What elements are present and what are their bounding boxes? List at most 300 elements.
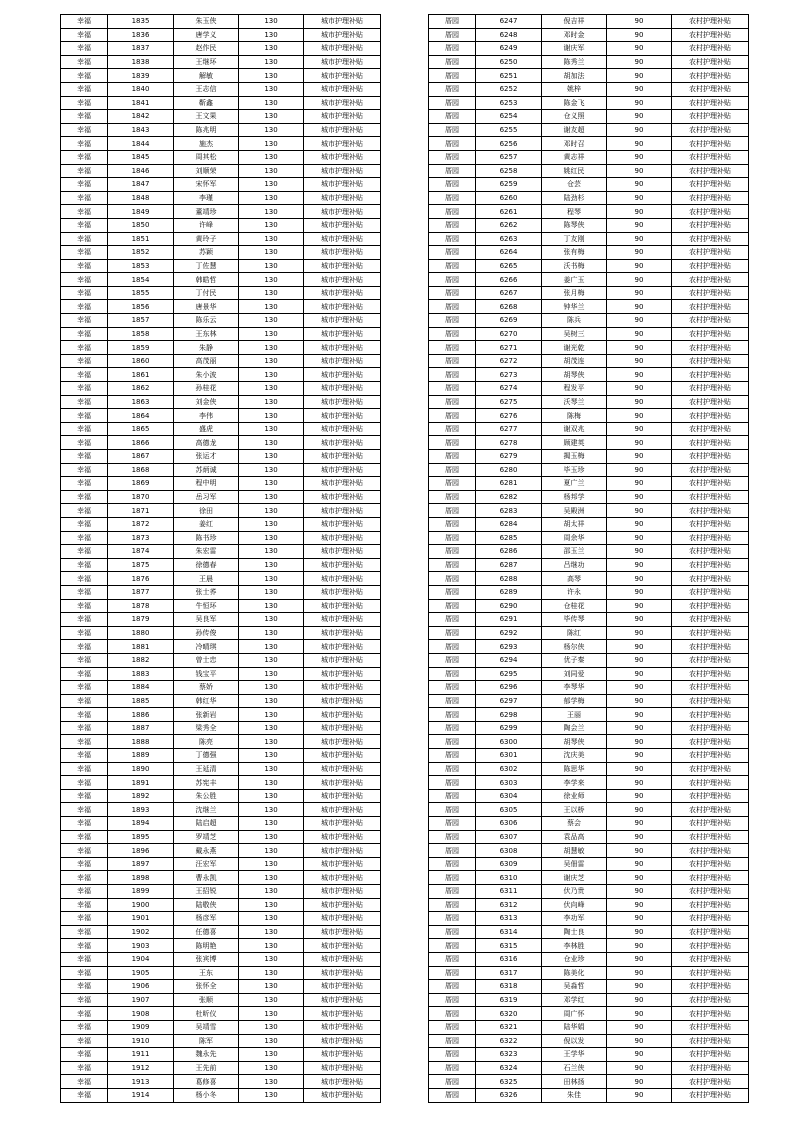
name-cell: 胡琴侠 (542, 368, 607, 382)
subsidy-type-cell: 城市护理补贴 (304, 232, 381, 246)
record-number-cell: 1877 (108, 585, 174, 599)
town-cell: 幸福 (61, 341, 108, 355)
town-cell: 厝园 (429, 354, 476, 368)
name-cell: 唐景华 (174, 300, 239, 314)
amount-cell: 130 (239, 925, 304, 939)
subsidy-type-cell: 农村护理补贴 (672, 1020, 749, 1034)
name-cell: 苏宪丰 (174, 776, 239, 790)
amount-cell: 90 (607, 694, 672, 708)
name-cell: 陈金飞 (542, 96, 607, 110)
amount-cell: 130 (239, 232, 304, 246)
table-row (61, 762, 381, 776)
record-number-cell: 6261 (476, 205, 542, 219)
town-cell: 幸福 (61, 150, 108, 164)
record-number-cell: 6291 (476, 613, 542, 627)
subsidy-type-cell: 农村护理补贴 (672, 653, 749, 667)
amount-cell: 130 (239, 164, 304, 178)
table-row (429, 463, 749, 477)
table-row (61, 300, 381, 314)
name-cell: 邓学红 (542, 993, 607, 1007)
table-row (429, 123, 749, 137)
record-number-cell: 6251 (476, 69, 542, 83)
town-cell: 厝园 (429, 69, 476, 83)
name-cell: 谢光乾 (542, 341, 607, 355)
amount-cell: 130 (239, 178, 304, 192)
table-row (429, 817, 749, 831)
name-cell: 杜昕仪 (174, 1007, 239, 1021)
table-row (61, 42, 381, 56)
record-number-cell: 1844 (108, 137, 174, 151)
table-row (429, 952, 749, 966)
subsidy-type-cell: 城市护理补贴 (304, 681, 381, 695)
amount-cell: 130 (239, 667, 304, 681)
name-cell: 牛恒环 (174, 599, 239, 613)
table-row (61, 1061, 381, 1075)
town-cell: 厝园 (429, 218, 476, 232)
amount-cell: 90 (607, 42, 672, 56)
name-cell: 王丽 (542, 708, 607, 722)
subsidy-type-cell: 农村护理补贴 (672, 1034, 749, 1048)
name-cell: 张运才 (174, 450, 239, 464)
name-cell: 陆劲杉 (542, 191, 607, 205)
table-row (61, 327, 381, 341)
town-cell: 幸福 (61, 354, 108, 368)
record-number-cell: 1839 (108, 69, 174, 83)
subsidy-type-cell: 城市护理补贴 (304, 980, 381, 994)
table-row (61, 1007, 381, 1021)
subsidy-type-cell: 农村护理补贴 (672, 694, 749, 708)
record-number-cell: 6254 (476, 110, 542, 124)
table-row (61, 667, 381, 681)
name-cell: 高茂丽 (174, 354, 239, 368)
name-cell: 陈秀兰 (542, 55, 607, 69)
left-subsidy-table (60, 14, 381, 1103)
table-row (429, 613, 749, 627)
name-cell: 苏炳诚 (174, 463, 239, 477)
record-number-cell: 6255 (476, 123, 542, 137)
record-number-cell: 6281 (476, 477, 542, 491)
subsidy-type-cell: 农村护理补贴 (672, 531, 749, 545)
table-row (61, 341, 381, 355)
subsidy-type-cell: 农村护理补贴 (672, 966, 749, 980)
record-number-cell: 1859 (108, 341, 174, 355)
town-cell: 幸福 (61, 735, 108, 749)
town-cell: 厝园 (429, 613, 476, 627)
record-number-cell: 6275 (476, 395, 542, 409)
amount-cell: 130 (239, 82, 304, 96)
town-cell: 幸福 (61, 952, 108, 966)
subsidy-type-cell: 农村护理补贴 (672, 15, 749, 29)
amount-cell: 90 (607, 844, 672, 858)
table-row (429, 830, 749, 844)
table-row (61, 82, 381, 96)
table-row (429, 667, 749, 681)
town-cell: 幸福 (61, 327, 108, 341)
table-row (61, 531, 381, 545)
table-row (61, 450, 381, 464)
amount-cell: 130 (239, 409, 304, 423)
table-row (61, 789, 381, 803)
subsidy-type-cell: 农村护理补贴 (672, 681, 749, 695)
subsidy-type-cell: 农村护理补贴 (672, 735, 749, 749)
subsidy-type-cell: 农村护理补贴 (672, 395, 749, 409)
table-row (61, 871, 381, 885)
record-number-cell: 6293 (476, 640, 542, 654)
record-number-cell: 1845 (108, 150, 174, 164)
record-number-cell: 1853 (108, 259, 174, 273)
record-number-cell: 6313 (476, 912, 542, 926)
amount-cell: 130 (239, 205, 304, 219)
subsidy-type-cell: 农村护理补贴 (672, 585, 749, 599)
amount-cell: 130 (239, 191, 304, 205)
name-cell: 丁付民 (174, 286, 239, 300)
amount-cell: 130 (239, 735, 304, 749)
town-cell: 幸福 (61, 1020, 108, 1034)
record-number-cell: 6277 (476, 422, 542, 436)
subsidy-type-cell: 城市护理补贴 (304, 218, 381, 232)
name-cell: 胡加法 (542, 69, 607, 83)
table-row (61, 463, 381, 477)
record-number-cell: 6297 (476, 694, 542, 708)
table-row (429, 55, 749, 69)
table-row (429, 925, 749, 939)
name-cell: 盛虎 (174, 422, 239, 436)
subsidy-type-cell: 农村护理补贴 (672, 42, 749, 56)
subsidy-type-cell: 城市护理补贴 (304, 694, 381, 708)
name-cell: 陈琴侠 (542, 218, 607, 232)
name-cell: 张怀全 (174, 980, 239, 994)
subsidy-type-cell: 农村护理补贴 (672, 993, 749, 1007)
record-number-cell: 1870 (108, 490, 174, 504)
town-cell: 厝园 (429, 477, 476, 491)
name-cell: 姚梓 (542, 82, 607, 96)
subsidy-type-cell: 农村护理补贴 (672, 382, 749, 396)
table-row (429, 966, 749, 980)
subsidy-type-cell: 城市护理补贴 (304, 286, 381, 300)
table-row (429, 409, 749, 423)
record-number-cell: 1896 (108, 844, 174, 858)
name-cell: 董靖珍 (174, 205, 239, 219)
record-number-cell: 6265 (476, 259, 542, 273)
subsidy-type-cell: 城市护理补贴 (304, 803, 381, 817)
name-cell: 黄志祥 (542, 150, 607, 164)
amount-cell: 90 (607, 599, 672, 613)
amount-cell: 130 (239, 613, 304, 627)
amount-cell: 130 (239, 898, 304, 912)
record-number-cell: 6267 (476, 286, 542, 300)
record-number-cell: 6325 (476, 1075, 542, 1089)
name-cell: 陈美化 (542, 966, 607, 980)
subsidy-type-cell: 农村护理补贴 (672, 436, 749, 450)
amount-cell: 130 (239, 572, 304, 586)
record-number-cell: 1904 (108, 952, 174, 966)
table-row (61, 558, 381, 572)
name-cell: 朱静 (174, 341, 239, 355)
town-cell: 厝园 (429, 667, 476, 681)
town-cell: 厝园 (429, 436, 476, 450)
subsidy-type-cell: 城市护理补贴 (304, 993, 381, 1007)
name-cell: 王晨 (174, 572, 239, 586)
subsidy-type-cell: 城市护理补贴 (304, 164, 381, 178)
amount-cell: 130 (239, 96, 304, 110)
name-cell: 曹永凯 (174, 871, 239, 885)
record-number-cell: 6263 (476, 232, 542, 246)
name-cell: 苏颖 (174, 246, 239, 260)
amount-cell: 90 (607, 885, 672, 899)
name-cell: 靳鑫 (174, 96, 239, 110)
subsidy-type-cell: 城市护理补贴 (304, 830, 381, 844)
name-cell: 王招锐 (174, 885, 239, 899)
subsidy-type-cell: 城市护理补贴 (304, 626, 381, 640)
town-cell: 厝园 (429, 803, 476, 817)
amount-cell: 90 (607, 314, 672, 328)
name-cell: 汪宏军 (174, 857, 239, 871)
subsidy-type-cell: 农村护理补贴 (672, 82, 749, 96)
town-cell: 幸福 (61, 694, 108, 708)
table-row (429, 218, 749, 232)
table-row (429, 110, 749, 124)
record-number-cell: 6317 (476, 966, 542, 980)
record-number-cell: 1860 (108, 354, 174, 368)
town-cell: 厝园 (429, 558, 476, 572)
town-cell: 厝园 (429, 178, 476, 192)
subsidy-type-cell: 农村护理补贴 (672, 1061, 749, 1075)
subsidy-type-cell: 城市护理补贴 (304, 735, 381, 749)
amount-cell: 130 (239, 1048, 304, 1062)
amount-cell: 90 (607, 939, 672, 953)
town-cell: 厝园 (429, 191, 476, 205)
record-number-cell: 1897 (108, 857, 174, 871)
town-cell: 幸福 (61, 395, 108, 409)
record-number-cell: 1866 (108, 436, 174, 450)
town-cell: 幸福 (61, 55, 108, 69)
amount-cell: 130 (239, 246, 304, 260)
town-cell: 厝园 (429, 232, 476, 246)
name-cell: 戴永燕 (174, 844, 239, 858)
town-cell: 幸福 (61, 273, 108, 287)
table-row (61, 69, 381, 83)
name-cell: 曾士忠 (174, 653, 239, 667)
amount-cell: 90 (607, 871, 672, 885)
table-row (429, 191, 749, 205)
name-cell: 李琴华 (542, 681, 607, 695)
amount-cell: 130 (239, 585, 304, 599)
name-cell: 朱小波 (174, 368, 239, 382)
subsidy-type-cell: 城市护理补贴 (304, 898, 381, 912)
town-cell: 幸福 (61, 28, 108, 42)
table-row (61, 409, 381, 423)
town-cell: 厝园 (429, 749, 476, 763)
subsidy-type-cell: 城市护理补贴 (304, 517, 381, 531)
amount-cell: 90 (607, 572, 672, 586)
town-cell: 厝园 (429, 15, 476, 29)
table-row (429, 96, 749, 110)
subsidy-type-cell: 农村护理补贴 (672, 708, 749, 722)
name-cell: 张新岩 (174, 708, 239, 722)
amount-cell: 90 (607, 150, 672, 164)
town-cell: 厝园 (429, 273, 476, 287)
town-cell: 幸福 (61, 545, 108, 559)
town-cell: 厝园 (429, 368, 476, 382)
table-row (429, 450, 749, 464)
name-cell: 胡琴侠 (542, 735, 607, 749)
name-cell: 孙桂花 (174, 382, 239, 396)
subsidy-type-cell: 城市护理补贴 (304, 925, 381, 939)
subsidy-type-cell: 城市护理补贴 (304, 531, 381, 545)
subsidy-type-cell: 城市护理补贴 (304, 912, 381, 926)
table-row (61, 735, 381, 749)
name-cell: 朱玉侠 (174, 15, 239, 29)
table-row (61, 232, 381, 246)
record-number-cell: 6274 (476, 382, 542, 396)
record-number-cell: 1857 (108, 314, 174, 328)
amount-cell: 90 (607, 1088, 672, 1102)
town-cell: 厝园 (429, 314, 476, 328)
name-cell: 沃书梅 (542, 259, 607, 273)
record-number-cell: 1885 (108, 694, 174, 708)
record-number-cell: 6284 (476, 517, 542, 531)
table-row (61, 912, 381, 926)
name-cell: 陈明艳 (174, 939, 239, 953)
amount-cell: 90 (607, 191, 672, 205)
amount-cell: 130 (239, 504, 304, 518)
subsidy-type-cell: 农村护理补贴 (672, 776, 749, 790)
right-subsidy-table (428, 14, 749, 1103)
name-cell: 邵玉兰 (542, 545, 607, 559)
subsidy-type-cell: 城市护理补贴 (304, 871, 381, 885)
amount-cell: 90 (607, 327, 672, 341)
record-number-cell: 6270 (476, 327, 542, 341)
subsidy-type-cell: 城市护理补贴 (304, 382, 381, 396)
table-row (61, 55, 381, 69)
subsidy-type-cell: 农村护理补贴 (672, 477, 749, 491)
table-row (61, 721, 381, 735)
table-row (429, 137, 749, 151)
subsidy-type-cell: 城市护理补贴 (304, 585, 381, 599)
town-cell: 幸福 (61, 110, 108, 124)
subsidy-type-cell: 农村护理补贴 (672, 96, 749, 110)
amount-cell: 90 (607, 857, 672, 871)
amount-cell: 130 (239, 708, 304, 722)
amount-cell: 130 (239, 558, 304, 572)
subsidy-type-cell: 农村护理补贴 (672, 857, 749, 871)
amount-cell: 90 (607, 1034, 672, 1048)
town-cell: 幸福 (61, 300, 108, 314)
amount-cell: 90 (607, 531, 672, 545)
name-cell: 唐学义 (174, 28, 239, 42)
table-row (429, 1061, 749, 1075)
name-cell: 王学华 (542, 1048, 607, 1062)
table-row (61, 96, 381, 110)
table-row (429, 572, 749, 586)
record-number-cell: 1836 (108, 28, 174, 42)
table-row (61, 422, 381, 436)
name-cell: 高琴 (542, 572, 607, 586)
table-row (61, 137, 381, 151)
record-number-cell: 6289 (476, 585, 542, 599)
record-number-cell: 1894 (108, 817, 174, 831)
subsidy-type-cell: 农村护理补贴 (672, 55, 749, 69)
record-number-cell: 6323 (476, 1048, 542, 1062)
record-number-cell: 6309 (476, 857, 542, 871)
amount-cell: 130 (239, 341, 304, 355)
record-number-cell: 1868 (108, 463, 174, 477)
name-cell: 许永 (542, 585, 607, 599)
table-row (429, 857, 749, 871)
record-number-cell: 6258 (476, 164, 542, 178)
town-cell: 厝园 (429, 585, 476, 599)
name-cell: 陈军 (174, 1034, 239, 1048)
subsidy-type-cell: 城市护理补贴 (304, 246, 381, 260)
amount-cell: 90 (607, 15, 672, 29)
table-row (61, 110, 381, 124)
subsidy-type-cell: 城市护理补贴 (304, 450, 381, 464)
town-cell: 幸福 (61, 436, 108, 450)
amount-cell: 90 (607, 96, 672, 110)
town-cell: 幸福 (61, 463, 108, 477)
table-row (61, 314, 381, 328)
amount-cell: 90 (607, 1020, 672, 1034)
town-cell: 幸福 (61, 15, 108, 29)
record-number-cell: 1900 (108, 898, 174, 912)
town-cell: 厝园 (429, 1020, 476, 1034)
amount-cell: 130 (239, 382, 304, 396)
town-cell: 厝园 (429, 966, 476, 980)
town-cell: 厝园 (429, 409, 476, 423)
subsidy-type-cell: 农村护理补贴 (672, 1048, 749, 1062)
town-cell: 厝园 (429, 980, 476, 994)
town-cell: 幸福 (61, 626, 108, 640)
amount-cell: 90 (607, 898, 672, 912)
town-cell: 厝园 (429, 1048, 476, 1062)
table-row (429, 640, 749, 654)
town-cell: 厝园 (429, 776, 476, 790)
table-row (61, 1020, 381, 1034)
amount-cell: 130 (239, 422, 304, 436)
subsidy-type-cell: 农村护理补贴 (672, 803, 749, 817)
table-row (429, 749, 749, 763)
amount-cell: 130 (239, 1020, 304, 1034)
table-row (61, 382, 381, 396)
record-number-cell: 1838 (108, 55, 174, 69)
subsidy-type-cell: 农村护理补贴 (672, 327, 749, 341)
town-cell: 幸福 (61, 1088, 108, 1102)
town-cell: 厝园 (429, 681, 476, 695)
subsidy-type-cell: 城市护理补贴 (304, 123, 381, 137)
town-cell: 厝园 (429, 382, 476, 396)
table-row (61, 694, 381, 708)
amount-cell: 130 (239, 259, 304, 273)
name-cell: 倪吉祥 (542, 15, 607, 29)
subsidy-type-cell: 农村护理补贴 (672, 762, 749, 776)
record-number-cell: 1835 (108, 15, 174, 29)
town-cell: 厝园 (429, 939, 476, 953)
name-cell: 吴良军 (174, 613, 239, 627)
subsidy-type-cell: 城市护理补贴 (304, 314, 381, 328)
amount-cell: 90 (607, 708, 672, 722)
subsidy-type-cell: 农村护理补贴 (672, 422, 749, 436)
name-cell: 陈书珍 (174, 531, 239, 545)
name-cell: 伏向峰 (542, 898, 607, 912)
amount-cell: 90 (607, 110, 672, 124)
amount-cell: 130 (239, 531, 304, 545)
record-number-cell: 1892 (108, 789, 174, 803)
record-number-cell: 1879 (108, 613, 174, 627)
table-row (61, 15, 381, 29)
town-cell: 幸福 (61, 191, 108, 205)
amount-cell: 90 (607, 382, 672, 396)
subsidy-type-cell: 城市护理补贴 (304, 69, 381, 83)
